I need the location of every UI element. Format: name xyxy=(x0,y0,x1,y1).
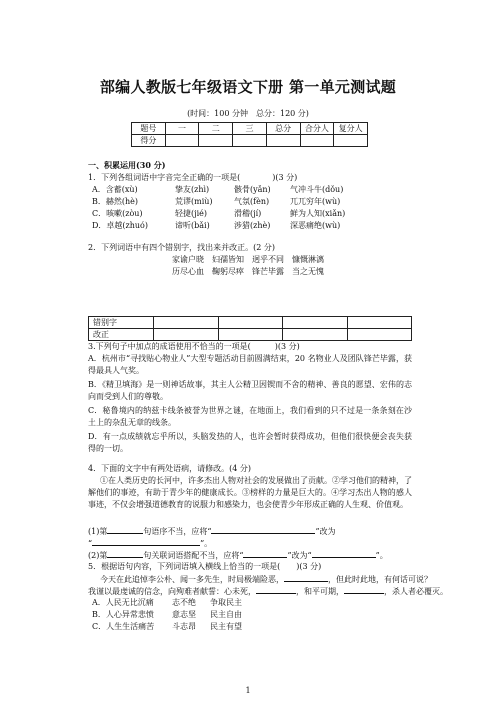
word-row: 家谕户晓 妇孺皆知 迥乎不同 慷慨淋漓 xyxy=(172,255,324,264)
option-text: 气冲斗牛(dǒu) xyxy=(290,185,344,194)
score-table xyxy=(131,122,368,147)
option-text: 兀兀穷年(wù) xyxy=(290,197,341,206)
fill-text: ”。 xyxy=(200,539,213,548)
score-cell: 题号 xyxy=(132,123,166,135)
answer-cell[interactable] xyxy=(283,317,348,329)
option-paragraph: B．《精卫填海》是一则神话故事，其主人公精卫因锲而不舍的精神、善良的愿望、宏伟的志向而受到人们的尊敬。 xyxy=(88,380,412,401)
score-cell: 合分人 xyxy=(300,123,334,135)
word-row: 历尽心血 鞠躬尽瘁 锋芒毕露 当之无愧 xyxy=(172,267,324,276)
fill-text: 句关联词语搭配不当，应将“ xyxy=(143,551,244,560)
score-cell xyxy=(233,135,267,147)
question-4-passage: ①在人类历史的长河中，许多杰出人物对社会的发展做出了贡献。②学习他们的精神，了解他们的事迹，有助于青少年的健康成长。③榜样的力量是巨大的。④学习杰出人物的感人事迹，不仅会增强道德教育的说服力和感染力，也会使青少年形成正确的人生观、价值观。 xyxy=(88,476,412,509)
question-5-stem: 5．根据语句内容，下列词语填入横线上恰当的一项是( )(3 分) xyxy=(88,562,322,571)
blank-line[interactable] xyxy=(312,549,376,558)
answer-cell[interactable] xyxy=(347,329,412,341)
score-cell: 得分 xyxy=(132,135,166,147)
blank-line[interactable] xyxy=(211,525,315,534)
correction-row xyxy=(89,317,412,329)
correction-label: 改正 xyxy=(89,329,154,341)
section-heading: 一、积累运用(30 分) xyxy=(88,160,166,170)
answer-cell[interactable] xyxy=(283,329,348,341)
score-cell: 三 xyxy=(233,123,267,135)
answer-cell[interactable] xyxy=(218,317,283,329)
option-text: 涉猎(zhè) xyxy=(234,221,271,230)
option-text: 斗志昂 xyxy=(172,622,196,631)
answer-cell[interactable] xyxy=(218,329,283,341)
option-text: 挚友(zhì) xyxy=(175,185,210,194)
option-paragraph: C．秘鲁境内的纳兹卡线条被誉为世界之谜，在地面上，我们看到的只不过是一条条刻在沙土上的杂乱无章的线条。 xyxy=(88,406,412,427)
option-text: D．卓越(zhuó) xyxy=(92,221,148,230)
exam-meta: (时间：100 分钟 总分：120 分) xyxy=(187,109,309,118)
option-text: C．人生生活痛苦 xyxy=(92,622,155,631)
passage-line xyxy=(88,585,448,597)
option-text: 谛听(bǎi) xyxy=(175,221,210,230)
blank-line[interactable] xyxy=(243,549,287,558)
fill-line xyxy=(88,537,212,549)
score-cell xyxy=(199,135,233,147)
option-text: 滑稽(jí) xyxy=(234,209,262,218)
option-text: 气氛(fèn) xyxy=(234,197,270,206)
option-text: A．含蓄(xù) xyxy=(92,185,138,194)
blank-line[interactable] xyxy=(107,549,143,558)
page-number: 1 xyxy=(245,686,251,695)
fill-text: 句语序不当，应将“ xyxy=(143,527,212,536)
fill-text: ”。 xyxy=(375,551,388,560)
passage-text: 今天在此追悼李公朴、闻一多先生，时局极端险恶， xyxy=(100,575,284,584)
blank-line[interactable] xyxy=(107,525,143,534)
score-cell xyxy=(300,135,334,147)
blank-line[interactable] xyxy=(256,585,296,594)
option-text: A．人民无比沉痛 xyxy=(92,598,154,607)
document-title: 部编人教版七年级语文下册 第一单元测试题 xyxy=(99,78,397,96)
option-text: B．人心异常悲愤 xyxy=(92,610,154,619)
score-cell: 二 xyxy=(199,123,233,135)
option-text: 深恶痛绝(wù) xyxy=(290,221,341,230)
option-text: B．赫然(hè) xyxy=(92,197,139,206)
option-text: 荒谬(miù) xyxy=(175,197,213,206)
answer-cell[interactable] xyxy=(154,329,219,341)
passage-text: ，杀人者必覆灭。 xyxy=(384,587,448,596)
passage-text: ，和平可期， xyxy=(296,587,344,596)
fill-text: (2)第 xyxy=(88,551,108,560)
fill-text: “ xyxy=(88,539,93,548)
passage-line xyxy=(100,573,432,585)
score-cell: 一 xyxy=(165,123,199,135)
answer-cell[interactable] xyxy=(347,317,412,329)
score-cell: 总分 xyxy=(266,123,300,135)
answer-cell[interactable] xyxy=(154,317,219,329)
score-cell xyxy=(165,135,199,147)
question-2-stem: 2．下列词语中有四个错别字，找出来并改正。(2 分) xyxy=(88,243,275,252)
fill-line xyxy=(88,549,388,561)
question-1-stem: 1．下列各组词语中字音完全正确的一项是( )(3 分) xyxy=(88,173,298,182)
score-cell xyxy=(266,135,300,147)
score-cell xyxy=(334,135,368,147)
fill-line xyxy=(88,525,336,537)
correction-row xyxy=(89,329,412,341)
blank-line[interactable] xyxy=(92,537,200,546)
fill-text: (1)第 xyxy=(88,527,108,536)
score-table-header-row xyxy=(132,123,368,135)
option-text: 民主有望 xyxy=(210,622,242,631)
option-text: 轻捷(jié) xyxy=(175,209,208,218)
option-paragraph: D．有一点成绩就忘乎所以，头脑发热的人，也许会暂时获得成功，但他们很快便会丧失获得的一切。 xyxy=(88,432,412,453)
passage-text: 我谨以最虔诚的信念，向殉难者献誓：心未死， xyxy=(88,587,256,596)
correction-table xyxy=(88,316,412,341)
option-text: 志不绝 xyxy=(172,598,196,607)
option-text: 争取民主 xyxy=(210,598,242,607)
option-text: 骸骨(yǎn) xyxy=(234,185,271,194)
option-paragraph: A．杭州市“寻找贴心物业人”大型专题活动目前圆满结束，20 名物业人及团队锋芒毕露，获得最具人气奖。 xyxy=(88,354,412,375)
fill-text: ”改为 xyxy=(315,527,336,536)
score-table-score-row xyxy=(132,135,368,147)
option-text: 鲜为人知(xiǎn) xyxy=(290,209,346,218)
option-text: C．咳嗽(zòu) xyxy=(92,209,143,218)
question-3-stem: 3.下列句子中加点的成语使用不恰当的一项是( )(3 分) xyxy=(88,342,300,351)
question-4-stem: 4．下面的文字中有两处语病，请修改。(4 分) xyxy=(88,464,251,473)
passage-text: ，但此时此地，有何话可说？ xyxy=(328,575,432,584)
correction-label: 错别字 xyxy=(89,317,154,329)
score-cell: 复分人 xyxy=(334,123,368,135)
option-text: 民主自由 xyxy=(210,610,242,619)
blank-line[interactable] xyxy=(344,585,384,594)
option-text: 意志坚 xyxy=(172,610,196,619)
fill-text: ”改为“ xyxy=(287,551,312,560)
blank-line[interactable] xyxy=(284,573,328,582)
